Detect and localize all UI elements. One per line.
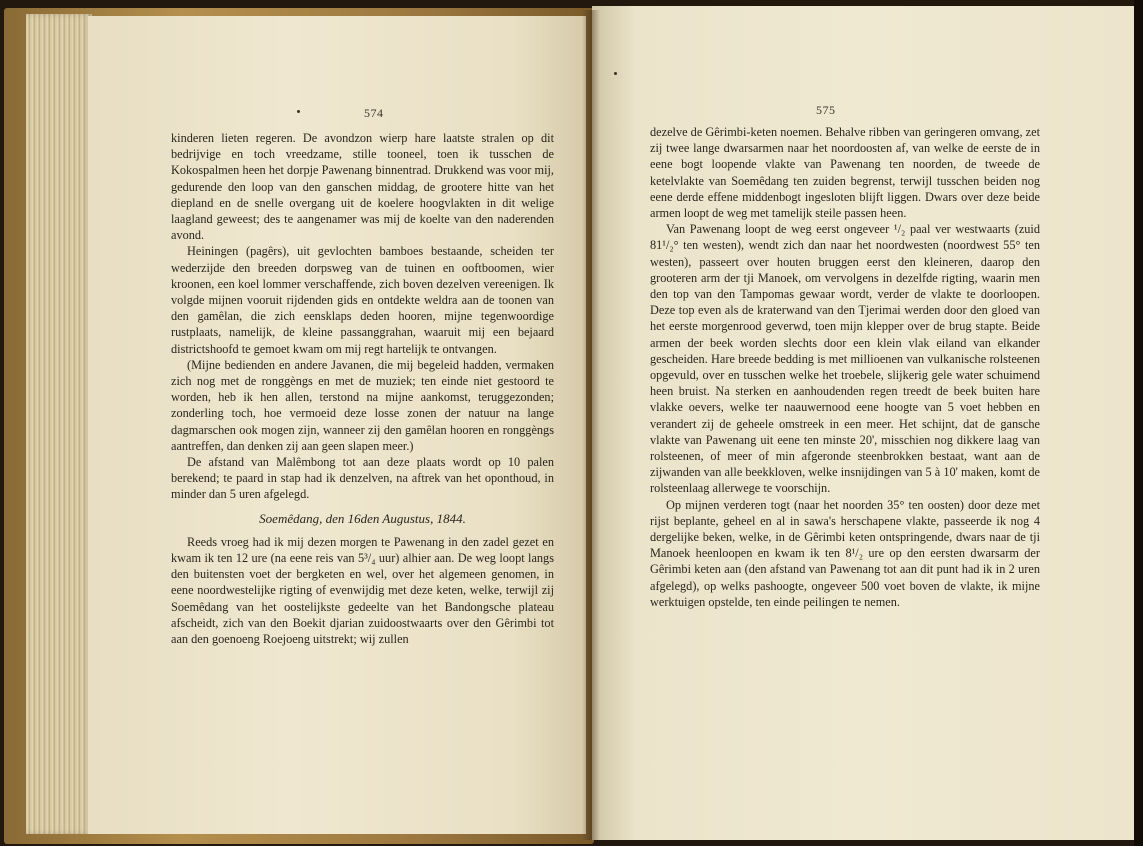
left-page [88, 16, 586, 834]
paragraph: De afstand van Malêmbong tot aan deze plaats wordt op 10 palen berekend; te paard in stap had ik denzelven, na aftrek van het oponthoud, in minder dan 5 uren afgelegd. [171, 455, 554, 502]
page-edge-stack [26, 14, 92, 834]
paragraph: kinderen lieten regeren. De avondzon wierp hare laatste stralen op dit bedrijvige en toch vreedzame, stille tooneel, toen ik tusschen de Kokospalmen heen het dorpje Pawenang binnentrad. Drukkend was voor mij, gedurende den loop van den ganschen middag, de grootere hitte van het diepland en de snelle overgang uit de koelere hoogvlakten in dit welige laagland geweest; des te aangenamer was mij de koelte van den naderenden avond. [171, 131, 554, 243]
right-page-text [650, 124, 1040, 610]
page-number: 574 [364, 106, 384, 120]
left-page-text [171, 130, 554, 647]
paragraph: Op mijnen verderen togt (naar het noorden 35° ten oosten) door deze met rijst beplante, geheel en al in sawa's herschapene vlakte, passeerde ik nog 4 dergelijke beken, welke, in de Gêrimbi keten ontspringende, dwars naar de tji Manoek heenloopen en kwam ik ten 8¹/₂ ure op den eersten dwarsarm der Gêrimbi keten aan (den afstand van Pawenang tot aan dit punt had ik in 2 uren afgelegd), op welks pashoogte, ongeveer 500 voet boven de vlakte, ik mijne werktuigen opstelde, ten einde peilingen te nemen. [650, 497, 1040, 609]
book-gutter [582, 10, 600, 840]
paragraph: (Mijne bedienden en andere Javanen, die mij begeleid hadden, vermaken zich nog met de ronggèngs en met de muziek; ten einde niet gestoord te worden, heb ik hen allen, terstond na mijne aankomst, teruggezonden; zonderling toch, hoe vermoeid deze losse zonen der natuur na lange dagmarschen ook mogen zijn, wanneer zij den gamêlan hooren en ronggèngs aantreffen, dan denken zij aan geen slapen meer.) [171, 357, 554, 453]
ink-dot [297, 110, 300, 113]
paragraph: dezelve de Gêrimbi-keten noemen. Behalve ribben van geringeren omvang, zet zij twee lange dwarsarmen naar het noordoosten af, van welke de eerste de in eene bogt loopende vlakte van Pawenang ten noorden, de tweede de ketelvlakte van Soemêdang ten zuiden begrenst, terwijl tusschen beiden nog eene derde effene middenbogt ingesloten blijft liggen. Dwars over deze beide armen loopt de weg met tamelijk steile passen heen. [650, 125, 1040, 221]
book-edge [1134, 0, 1143, 846]
right-page [592, 6, 1136, 840]
paragraph: Reeds vroeg had ik mij dezen morgen te Pawenang in den zadel gezet en kwam ik ten 12 ure (na eene reis van 5³/₄ uur) alhier aan. De weg loopt langs den buitensten voet der bergketen en wel, over het algemeen genomen, in eene noordwestelijke rigting of evenwijdig met deze keten, welke, terwijl zij Soemêdang van het oostelijkste gedeelte van het Bandongsche plateau afscheidt, zich van den Boekit djarian zuidoostwaarts over den Gêrimbi tot aan den goenoeng Roejoeng uitstrekt; wij zullen [171, 534, 554, 647]
ink-dot [614, 72, 617, 75]
page-number: 575 [816, 103, 836, 117]
section-heading: Soemêdang, den 16den Augustus, 1844. [259, 510, 466, 526]
paragraph: Van Pawenang loopt de weg eerst ongeveer ¹/₂ paal ver westwaarts (zuid 81¹/₂° ten westen), wendt zich dan naar het noordwesten (noordwest 55° ten westen), passeert over houten bruggen eerst den kleineren, daarop den grooteren arm der tji Manoek, om vervolgens in dezelfde rigting, waarin men den top van den Tampomas gewaar wordt, verder de vlakte te doorloopen. Deze top even als de kraterwand van den Tjerimai werden door den gloed van het eerste morgenrood geverwd, toen mijn klepper over de brug stapte. Beide armen der beek worden slechts door een klein vlak eiland van elkander gescheiden. Hare breede bedding is met millioenen van vulkanische rolsteenen opgevuld, over en tusschen welke het troebele, slijkerig gele water schuimend heen bruist. Na sterken en aanhoudenden regen treedt de beek buiten hare vlakke oevers, welke ter naauwernood eene hoogte van 5 voet hebben en verandert zij de geheele omstreek in een meer. Het schijnt, dat de gansche vlakte van Pawenang uit eene ten minste 20', misschien nog dikkere laag van rolsteenen, of meer of min afgeronde steenbrokken bestaat, want aan de zijwanden van alle beekkloven, welke insnijdingen van 5 à 10' maken, komt de rolsteenlaag allerwege te voorschijn. [650, 222, 1040, 496]
paragraph: Heiningen (pagêrs), uit gevlochten bamboes bestaande, scheiden ter wederzijde den breeden dorpsweg van de tuinen en ooftboomen, wier kroonen, een koel lommer verschaffende, zich boven dezelven vereenigen. Ik volgde mijnen vooruit rijdenden gids en ontdekte weldra aan de toonen van den gamêlan, die zich eensklaps deden hooren, mijne tegenwoordige rustplaats, namelijk, de kleine passanggrahan, waaruit mij een bejaard districtshoofd te gemoet kwam om mij regt hartelijk te ontvangen. [171, 244, 554, 356]
